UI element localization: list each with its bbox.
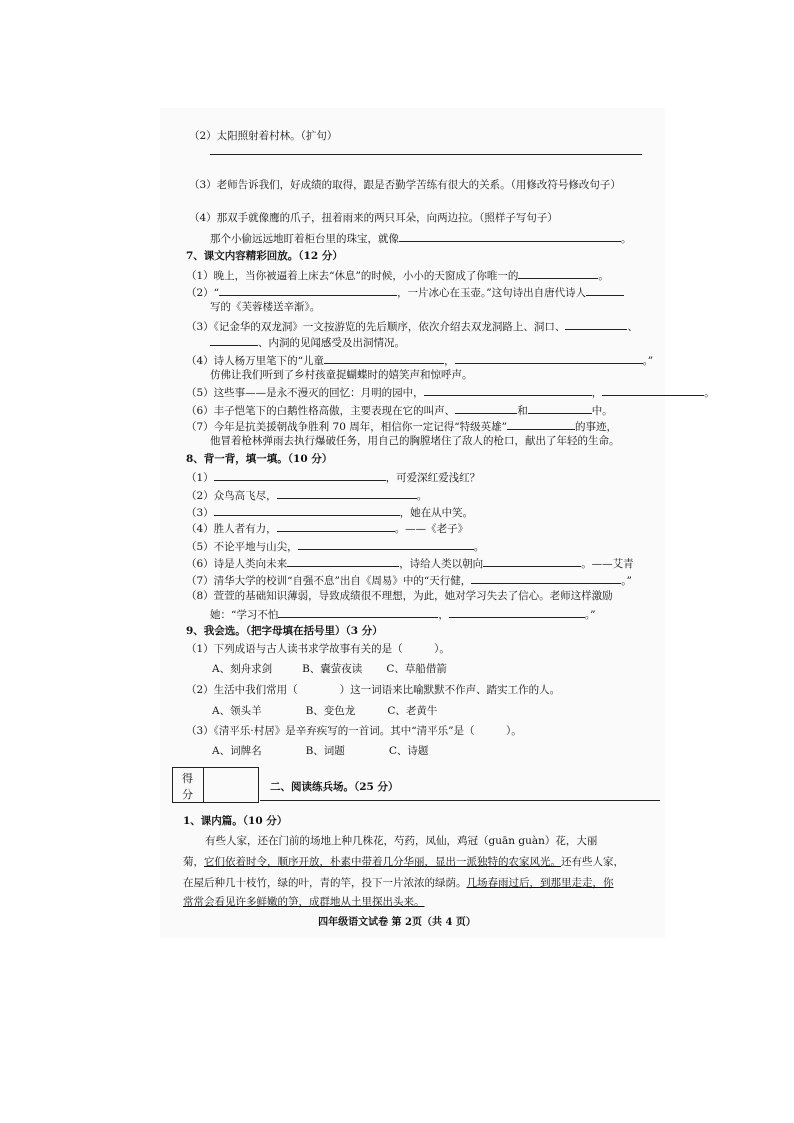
passage-line-2: 菊，它们依着时令，顺序开放，朴素中带着几分华丽，显出一派独特的农家风光。还有些人家， [183, 856, 624, 868]
q8-line-2: （2）众鸟高飞尽， 。 [186, 487, 427, 503]
q7-line-4: （4）诗人杨万里笔下的“儿童 ， 。” [186, 352, 653, 368]
answer-blank[interactable] [471, 572, 621, 584]
q6-item-4-answer: 那个小偷远远地盯着柜台里的珠宝，就像 。 [210, 230, 632, 246]
q7-line-2: （2）“ ，一片冰心在玉壶。”这句诗出自唐代诗人 [186, 284, 624, 300]
q9-options-3 [212, 744, 428, 758]
q7-line-1: （1）晚上，当你被逼着上床去“休息”的时候，小小的天窗成了你唯一的 。 [186, 267, 609, 283]
q8-line-4: （4）胜人者有力， 。——《老子》 [186, 520, 468, 536]
option-c[interactable]: C、老黄牛 [387, 705, 438, 717]
score-label-de: 得 [182, 772, 193, 785]
q8-line-1: （1） ，可爱深红爱浅红？ [186, 469, 480, 485]
answer-blank[interactable] [219, 284, 397, 296]
answer-blank[interactable] [586, 284, 624, 296]
q6-item-3: （3）老师告诉我们，好成绩的取得，跟是否勤学苦练有很大的关系。（用修改符号修改句子） [189, 179, 621, 191]
answer-blank[interactable] [324, 352, 444, 364]
q7-line-5: （5）这些事——是永不漫灭的回忆：月明的园中， ， 。 [186, 384, 715, 400]
page-footer: 四年级语文试卷 第 2页（共 4 页） [318, 917, 476, 928]
answer-blank[interactable] [277, 487, 417, 499]
q6-item-4: （4）那双手就像鹰的爪子，扭着雨来的两只耳朵，向两边拉。（照样子写句子） [189, 212, 558, 224]
q9-heading: 9、我会选。（把字母填在括号里）（3 分） [186, 625, 383, 637]
answer-blank[interactable] [449, 606, 585, 618]
answer-blank[interactable] [507, 418, 575, 430]
q8-line-7: （7）清华大学的校训“自强不息”出自《周易》中的“天行健， 。” [186, 572, 632, 588]
q7-heading: 7、课文内容精彩回放。（12 分） [186, 250, 343, 262]
q8-line-3: （3） ，她在从中笑。 [186, 504, 473, 520]
answer-blank[interactable] [287, 555, 399, 567]
answer-blank[interactable] [528, 402, 592, 414]
q7-line-6: （6）丰子恺笔下的白鹅性格高傲，主要表现在它的叫声、 和 中。 [186, 402, 613, 418]
answer-blank[interactable] [455, 352, 643, 364]
answer-blank[interactable] [455, 402, 517, 414]
option-b[interactable]: B、词题 [305, 745, 345, 757]
q7-line-3: （3）《记金华的双龙洞》一文按游览的先后顺序，依次介绍去双龙洞路上、洞口、 、 [186, 318, 638, 334]
option-a[interactable]: A、领头羊 [212, 705, 262, 717]
q9-options-2 [212, 704, 437, 718]
answer-blank[interactable] [214, 469, 386, 481]
option-c[interactable]: C、诗题 [388, 745, 429, 757]
section-2-title: 二、阅读练兵场。（25 分） [270, 781, 399, 793]
answer-blank[interactable] [399, 230, 621, 242]
answer-blank[interactable] [518, 267, 598, 279]
reading-subheading: 1、课内篇。（10 分） [183, 815, 288, 827]
q8-line-6: （6）诗是人类向未来 ，诗给人类以朝向 。——艾青 [186, 555, 634, 571]
q7-line-3b: 、内洞的见闻感受及出洞情况。 [210, 334, 405, 350]
answer-blank[interactable] [214, 504, 400, 516]
score-box [172, 767, 259, 803]
q9-options-1 [212, 662, 447, 676]
q8-line-5: （5）不论平地与山尖， 。 [186, 538, 484, 554]
answer-blank[interactable] [298, 538, 474, 550]
answer-blank[interactable] [483, 555, 581, 567]
q8-line-8: （8）萱萱的基础知识薄弱，导致成绩很不理想，为此，她对学习失去了信心。老师这样激励 [186, 590, 613, 602]
score-label-cell [173, 768, 204, 802]
q7-line-7: （7）今年是抗美援朝战争胜利 70 周年，相信你一定记得“特级英雄” 的事迹， [186, 418, 617, 434]
answer-blank[interactable] [277, 520, 395, 532]
option-a[interactable]: A、刻舟求剑 [212, 663, 273, 675]
option-a[interactable]: A、词牌名 [212, 745, 262, 757]
passage-line-4: 常常会看见许多鲜嫩的笋，成群地从土里探出头来。 [183, 896, 425, 908]
q7-line-4b: 仿佛让我们听到了乡村孩童捉蝴蝶时的嬉笑声和惊呼声。 [210, 369, 473, 381]
answer-blank[interactable] [278, 606, 438, 618]
passage-line-3: 在屋后种几十枝竹，绿的叶，青的竿，投下一片浓浓的绿荫。几场春雨过后，到那里走走，你 [183, 877, 614, 889]
option-c[interactable]: C、草船借箭 [386, 663, 447, 675]
option-b[interactable]: B、变色龙 [305, 705, 356, 717]
option-b[interactable]: B、囊萤夜读 [302, 663, 363, 675]
answer-blank[interactable] [210, 334, 258, 346]
section-divider [260, 800, 660, 801]
score-label-fen: 分 [182, 788, 193, 801]
q9-question-1: （1）下列成语与古人读书求学故事有关的是（ ）。 [186, 643, 450, 655]
q9-question-2: （2）生活中我们常用（ ）这一词语来比喻默默不作声、踏实工作的人。 [186, 684, 561, 696]
answer-line[interactable] [210, 143, 642, 155]
q6-item-2: （2）太阳照射着村林。（扩句） [189, 130, 338, 142]
q8-heading: 8、背一背，填一填。（10 分） [186, 453, 333, 465]
answer-blank[interactable] [565, 318, 627, 330]
q9-question-3: （3）《清平乐·村居》是辛弃疾写的一首词。其中“清平乐”是（ ）。 [186, 725, 522, 737]
answer-blank[interactable] [424, 384, 592, 396]
answer-blank[interactable] [602, 384, 704, 396]
q8-line-8b: 她：“学习不怕 ， 。” [210, 606, 596, 622]
passage-line-1: 有些人家，还在门前的场地上种几株花，芍药，凤仙，鸡冠（guān guàn）花，大丽 [205, 835, 598, 847]
q7-line-7b: 他冒着枪林弹雨去执行爆破任务，用自己的胸膛堵住了敌人的枪口，献出了年轻的生命。 [210, 435, 620, 447]
q7-line-2b: 写的《芙蓉楼送辛渐》。 [210, 301, 321, 313]
